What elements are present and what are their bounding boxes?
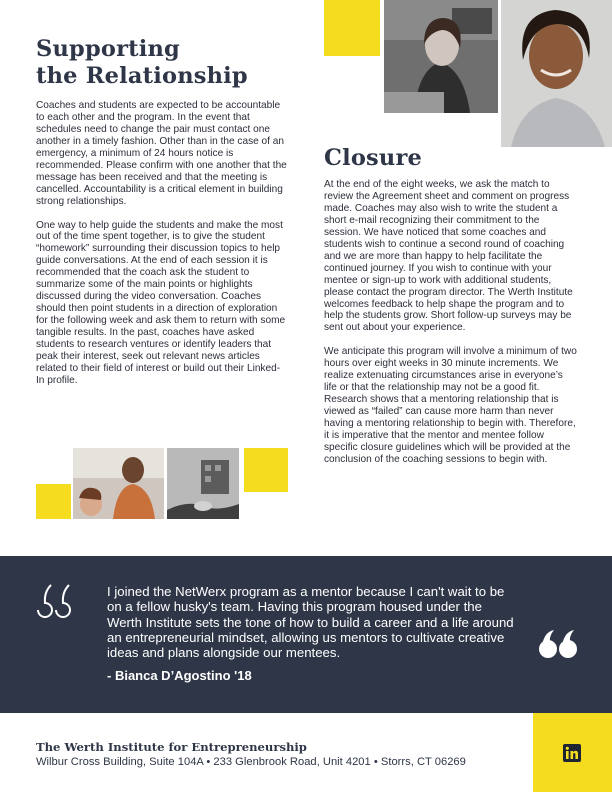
photo-handshake [167, 448, 239, 519]
footer-address: Wilbur Cross Building, Suite 104A • 233 Glenbrook Road, Unit 4201 • Storrs, CT 06269 [36, 756, 466, 768]
open-quote-icon [34, 578, 74, 618]
title-line-2: the Relationship [36, 63, 248, 89]
closure-paragraph-2: We anticipate this program will involve a minimum of two hours over eight weeks in 30 minute increments. We realize extenuating circumstances arise in everyone’s life or that the relationship may not be a good fit. Research shows that a mentoring relationship that is viewed as “failed” can cause more harm than never having a mentoring relationship to begin with. Therefore, it is imperative that the mentor and mentee follow specific closure guidelines which will be provided at the conclusion of the coaching sessions to begin with. [324, 346, 577, 465]
photo-team-meeting [73, 448, 164, 519]
photo-woman-laptop [384, 0, 498, 113]
section-title-supporting [36, 36, 248, 90]
supporting-paragraph-1: Coaches and students are expected to be accountable to each other and the program. In the event that schedules need to change the pair must contact one another in a timely fashion. Other than in the case of an emergency, a minimum of 24 hours notice is recommended. Please confirm with one another that the message has been received and that the meeting is cancelled. Accountability is a critical element in building strong relationships. [36, 100, 287, 207]
accent-block-left [36, 484, 71, 519]
closure-paragraph-1: At the end of the eight weeks, we ask the match to review the Agreement sheet and comment on progress made. Coaches may also wish to write the student a short e-mail recognizing their commitment to the session. We have noticed that some coaches and students wish to continue a second round of coaching and we are more than happy to help facilitate the continued journey. If you wish to continue with your mentee or sign-up to work with additional students, please contact the program director. The Werth Institute welcomes feedback to help shape the program and to help the students grow. Short follow-up surveys may be sent out about your experience. [324, 179, 573, 334]
close-quote-icon [538, 628, 578, 662]
testimonial-author: - Bianca D’Agostino '18 [107, 668, 252, 683]
testimonial-quote: I joined the NetWerx program as a mentor because I can't wait to be on a fellow husky's team. Having this program housed under the Werth Institute sets the tone of how to build a career and a life around an entrepreneurial mindset, allowing us mentors to cultivate creative ideas and plans alongside our mentees. [107, 584, 514, 661]
linkedin-button[interactable] [533, 713, 612, 792]
supporting-body [36, 100, 287, 399]
section-title-closure: Closure [324, 145, 423, 171]
title-line-1: Supporting [36, 36, 180, 62]
closure-body [324, 179, 577, 478]
photo-smiling-woman [501, 0, 612, 147]
accent-block-top [324, 0, 380, 56]
supporting-paragraph-2: One way to help guide the students and make the most out of the time spent together, is to give the student “homework” surrounding their discussion topics to help guide conversations. At the end of each session it is recommended that the coach ask the student to summarize some of the main points or highlights discussed during the video conversation. Coaches should then point students in a direction of exploration for the following week and ask them to return with some tangible results. In the past, coaches have asked students to research ventures or identify leaders that peak their interest, seek out relevant news articles related to their field of interest or build out their Linked-In profile. [36, 219, 286, 386]
footer-organization: The Werth Institute for Entrepreneurship [36, 740, 307, 754]
linkedin-icon [563, 744, 581, 762]
accent-block-collage [244, 448, 288, 492]
